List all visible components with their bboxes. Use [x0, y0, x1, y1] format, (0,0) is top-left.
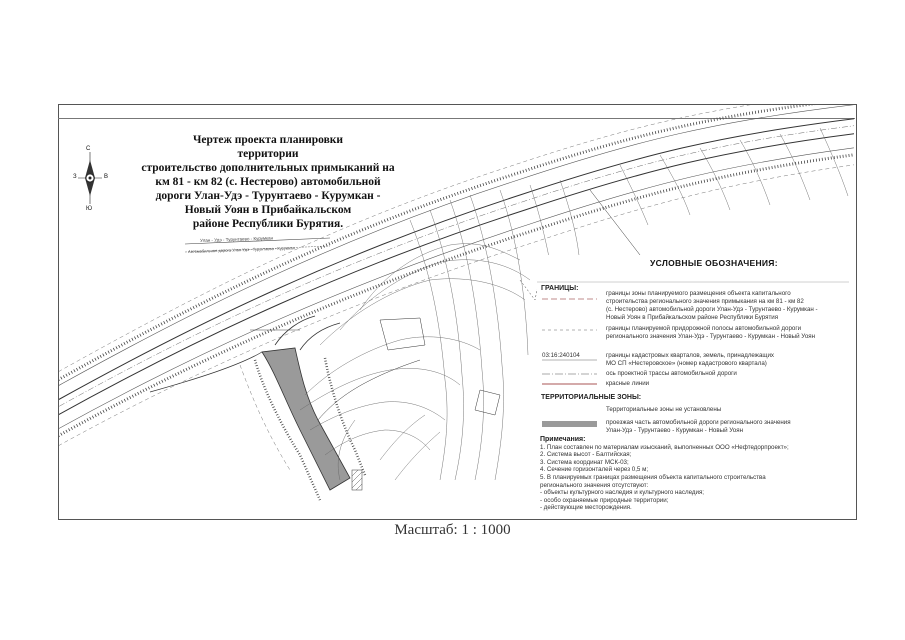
legend-item-zone-boundary: границы зоны планируемого размещения объекта капитального строительства регионального значения примыкания на км 81 - км 82 (с. Нестерово) автомобильной дороги Улан-Удэ - Турунтаево - Курумкан - Новый Уоян в Прибайкальском районе Республики Бурятия: [606, 290, 818, 321]
note-line: регионального значения отсутствуют:: [540, 481, 649, 489]
legend-item-road-axis: ось проектной трассы автомобильной дороги: [606, 370, 737, 377]
title-line: Чертеж проекта планировки: [192, 134, 344, 146]
legend-zone-none: Территориальные зоны не установлены: [606, 406, 722, 413]
scale-label: Масштаб: 1 : 1000: [394, 522, 511, 538]
note-line: 5. В планируемых границах размещения объекта капитального строительства: [540, 473, 766, 481]
compass-south-label: Ю: [86, 206, 93, 212]
legend-boundaries-heading: ГРАНИЦЫ:: [541, 285, 579, 292]
legend-zones-heading: ТЕРРИТОРИАЛЬНЫЕ ЗОНЫ:: [541, 394, 642, 401]
title-line: км 81 - км 82 (с. Нестерово) автомобильной: [155, 176, 381, 188]
note-line: 1. План составлен по материалам изысканий, выполненных ООО «Нефтедорпроект»;: [540, 443, 789, 451]
compass-north-label: С: [86, 146, 91, 152]
notes-heading: Примечания:: [540, 436, 586, 443]
legend-title: УСЛОВНЫЕ ОБОЗНАЧЕНИЯ:: [650, 258, 778, 268]
legend-item-red-lines: красные линии: [606, 380, 650, 387]
note-line: - объекты культурного наследия и культурного наследия;: [540, 489, 705, 497]
junction: [150, 316, 420, 500]
legend-zone-roadway: проезжая часть автомобильной дороги регионального значения Улан-Удэ - Турунтаево - Курумкан - Новый Уоян: [606, 419, 791, 434]
compass-west-label: З: [73, 174, 77, 180]
north-arrow: [78, 152, 102, 204]
title-line: строительство дополнительных примыканий на: [141, 162, 395, 174]
legend-cadastral-code: 03:16:240104: [542, 352, 580, 359]
note-line: - действующие месторождения.: [540, 504, 632, 512]
compass-east-label: В: [104, 174, 109, 180]
note-line: - особо охраняемые природные территории;: [540, 496, 669, 504]
title-line: Новый Уоян в Прибайкальском: [184, 204, 352, 216]
legend-item-roadside-strip: границы планируемой придорожной полосы автомобильной дороги регионального значения Улан-Удэ - Турунтаево - Курумкан - Новый Уоян: [606, 325, 816, 340]
title-line: дороги Улан-Удэ - Турунтаево - Курумкан -: [155, 190, 381, 202]
road-label: Автомобильная дорога Улан-Удэ - Турунтаево - Курумкан: [188, 245, 295, 254]
plan-title: [118, 133, 418, 231]
title-line: районе Республики Бурятия.: [192, 218, 344, 230]
note-line: 4. Сечение горизонталей через 0,5 м;: [540, 466, 649, 474]
note-line: 3. Система координат МСК-03;: [540, 458, 629, 466]
note-line: 2. Система высот - Балтийская;: [540, 451, 632, 459]
road-label: Улан - Удэ - Турунтаево - Курумкан: [200, 235, 274, 243]
notes-block: [540, 436, 840, 512]
title-line: территории: [237, 148, 299, 160]
legend-item-cadastral: границы кадастровых кварталов, земель, принадлежащих МО СП «Нестеровское» (номер кадастрового квартала): [606, 352, 775, 367]
